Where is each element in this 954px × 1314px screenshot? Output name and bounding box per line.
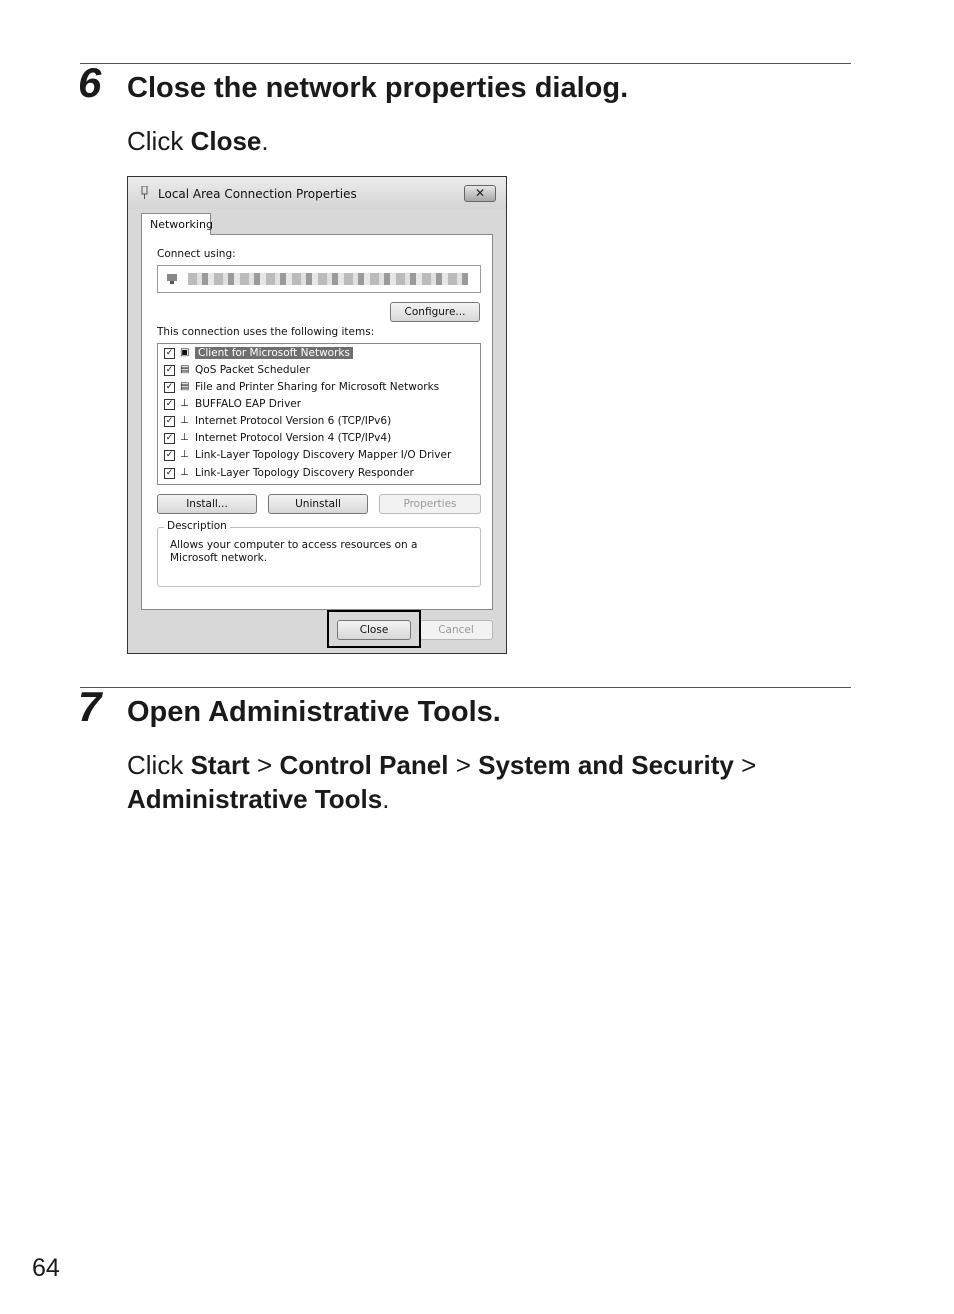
instruction-suffix: . (261, 126, 269, 156)
close-icon[interactable]: ✕ (464, 185, 496, 202)
checkbox[interactable]: ✓ (165, 432, 174, 443)
list-item[interactable] (164, 465, 414, 481)
step7-instruction (127, 748, 827, 816)
properties-button[interactable]: Properties (379, 494, 481, 514)
step6-number: 6 (78, 59, 102, 106)
list-item[interactable] (164, 379, 439, 395)
item-label: Internet Protocol Version 6 (TCP/IPv6) (195, 415, 392, 427)
separator: > (448, 750, 479, 780)
list-item[interactable] (164, 430, 391, 446)
protocol-icon: ⊥ (180, 432, 189, 443)
system-security-keyword: System and Security (478, 750, 734, 780)
instruction-keyword: Close (190, 126, 262, 156)
instruction-prefix: Click (127, 126, 191, 156)
connect-using-label: Connect using: (157, 248, 236, 260)
step6-rule (80, 63, 851, 64)
items-list[interactable] (157, 343, 481, 485)
click-text: Click (127, 750, 191, 780)
protocol-icon: ⊥ (180, 467, 189, 478)
close-highlight-box (327, 610, 421, 648)
item-label: Internet Protocol Version 4 (TCP/IPv4) (195, 432, 392, 444)
install-button[interactable]: Install... (157, 494, 257, 514)
uninstall-button[interactable]: Uninstall (268, 494, 368, 514)
step7-title: Open Administrative Tools. (127, 696, 501, 728)
dialog-title: Local Area Connection Properties (158, 187, 357, 201)
tab-networking[interactable]: Networking (141, 213, 211, 235)
list-item[interactable] (164, 345, 353, 361)
client-icon: ▣ (180, 347, 190, 358)
item-label: Link-Layer Topology Discovery Mapper I/O Driver (195, 449, 452, 461)
properties-dialog (127, 176, 507, 654)
item-label: Client for Microsoft Networks (195, 347, 353, 359)
list-item[interactable] (164, 396, 301, 412)
description-legend: Description (164, 520, 230, 532)
service-icon: ▤ (180, 364, 190, 375)
checkbox[interactable]: ✓ (165, 347, 174, 358)
network-adapter-icon (140, 186, 149, 199)
item-label: BUFFALO EAP Driver (195, 398, 302, 410)
service-icon: ▤ (180, 381, 190, 392)
dialog-title-bar (128, 177, 506, 209)
checkbox[interactable]: ✓ (165, 467, 174, 478)
checkbox[interactable]: ✓ (165, 398, 174, 409)
protocol-icon: ⊥ (180, 398, 189, 409)
close-button[interactable]: Close (337, 620, 411, 640)
step6-instruction (127, 124, 827, 158)
separator: > (733, 750, 757, 780)
item-label: QoS Packet Scheduler (195, 364, 310, 376)
configure-button[interactable]: Configure... (390, 302, 480, 322)
list-item[interactable] (164, 413, 391, 429)
checkbox[interactable]: ✓ (165, 415, 174, 426)
protocol-icon: ⊥ (180, 415, 189, 426)
checkbox[interactable]: ✓ (165, 449, 174, 460)
start-keyword: Start (190, 750, 250, 780)
separator: > (249, 750, 280, 780)
description-group (157, 520, 481, 587)
step7-number: 7 (78, 683, 102, 730)
adapter-name-blurred (188, 273, 468, 285)
adapter-field (157, 265, 481, 293)
description-text: Allows your computer to access resources on a Microsoft network. (170, 539, 418, 564)
cancel-button[interactable]: Cancel (419, 620, 493, 640)
period: . (382, 784, 390, 814)
step6-title: Close the network properties dialog. (127, 72, 629, 104)
checkbox[interactable]: ✓ (165, 381, 174, 392)
checkbox[interactable]: ✓ (165, 364, 174, 375)
list-item[interactable] (164, 447, 451, 463)
adapter-icon (166, 272, 180, 286)
protocol-icon: ⊥ (180, 449, 189, 460)
networking-panel (141, 234, 493, 610)
list-item[interactable] (164, 362, 310, 378)
items-label: This connection uses the following items: (157, 326, 375, 338)
item-label: File and Printer Sharing for Microsoft Networks (195, 381, 440, 393)
admin-tools-keyword: Administrative Tools (127, 784, 383, 814)
control-panel-keyword: Control Panel (279, 750, 449, 780)
item-label: Link-Layer Topology Discovery Responder (195, 467, 414, 479)
page-number: 64 (32, 1254, 60, 1282)
step7-rule (80, 687, 851, 688)
